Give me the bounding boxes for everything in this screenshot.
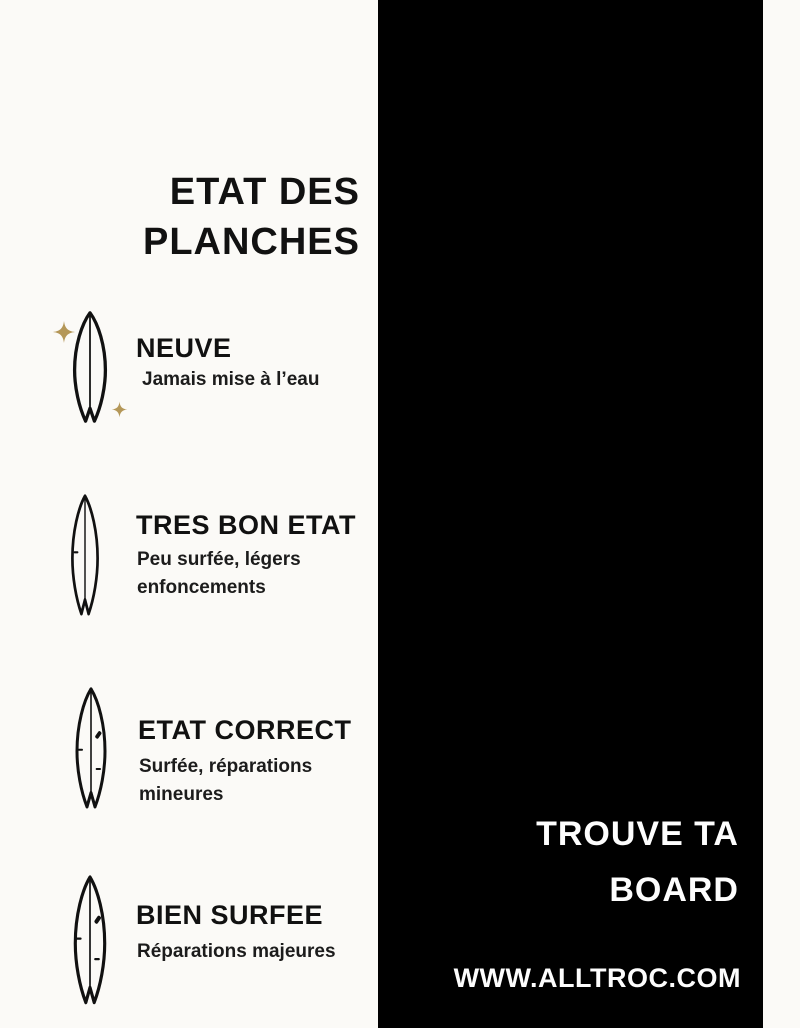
tagline: [389, 806, 739, 918]
tagline-line-2: BOARD: [609, 871, 739, 909]
website-url: WWW.ALLTROC.COM: [453, 963, 741, 993]
condition-name: TRES BON ETAT: [136, 510, 356, 540]
description-line: enfoncements: [137, 577, 266, 598]
condition-description: [137, 546, 301, 602]
surfboard-small-ding-icon: [67, 493, 103, 619]
tagline-line-1: TROUVE TA: [536, 815, 739, 853]
condition-name: NEUVE: [136, 333, 232, 363]
condition-name: BIEN SURFEE: [136, 900, 324, 930]
surfboard-minor-repairs-icon: [71, 686, 111, 812]
condition-name: ETAT CORRECT: [138, 715, 352, 745]
black-band: [378, 0, 763, 1028]
condition-description: [137, 938, 336, 966]
sparkle-icon: [111, 401, 128, 423]
condition-description: [139, 753, 312, 809]
surfboard-major-repairs-icon: [69, 874, 111, 1008]
page-title-line-1: ETAT DES: [169, 171, 360, 213]
page-title-line-2: PLANCHES: [142, 221, 360, 263]
description-line: Surfée, réparations: [139, 756, 313, 777]
description-line: Jamais mise à l’eau: [142, 369, 320, 390]
description-line: mineures: [139, 784, 224, 805]
description-line: Peu surfée, légers: [137, 549, 301, 570]
sparkle-icon: [52, 320, 76, 349]
page-title: [0, 167, 360, 267]
description-line: Réparations majeures: [137, 941, 336, 962]
condition-description: [142, 366, 319, 394]
